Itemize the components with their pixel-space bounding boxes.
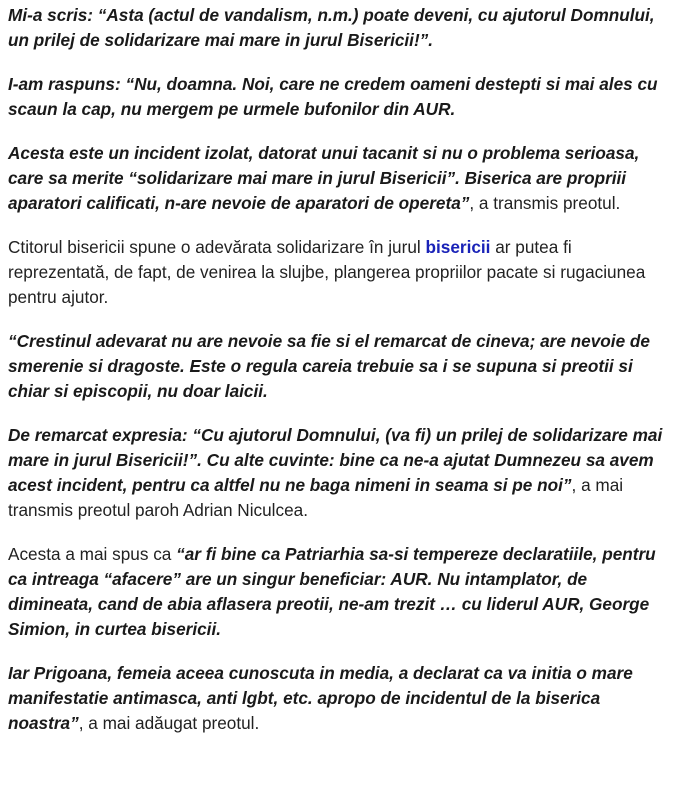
attribution-text: , a mai adăugat preotul.: [78, 713, 260, 733]
quote-text: “Crestinul adevarat nu are nevoie sa fie si el remarcat de cineva; are nevoie de smerenie si dragoste. Este o regula careia trebuie sa i se supuna si preotii si chiar si episcopii, nu doar laicii.: [8, 331, 650, 401]
quote-text: Iar Prigoana, femeia aceea cunoscuta in media, a declarat ca va initia o mare manifestatie antimasca, anti lgbt, etc. apropo de incidentul de la biserica noastra”: [8, 663, 633, 733]
paragraph-6: [8, 423, 672, 523]
body-text: Ctitorul bisericii spune o adevărata solidarizare în jurul: [8, 237, 426, 257]
paragraph-5: [8, 329, 672, 404]
quote-text: De remarcat expresia: “Cu ajutorul Domnului, (va fi) un prilej de solidarizare mai mare in jurul Bisericii!”. Cu alte cuvinte: bine ca ne-a ajutat Dumnezeu sa avem acest incident, pentru ca altfel nu ne baga nimeni in seama si pe noi”: [8, 425, 663, 495]
paragraph-1: [8, 3, 672, 53]
paragraph-4: [8, 235, 672, 310]
paragraph-8: [8, 661, 672, 736]
quote-text: I-am raspuns: “Nu, doamna. Noi, care ne credem oameni destepti si mai ales cu scaun la cap, nu mergem pe urmele bufonilor din AUR.: [8, 74, 658, 119]
quote-text: Acesta este un incident izolat, datorat unui tacanit si nu o problema serioasa, care sa merite “solidarizare mai mare in jurul Bisericii”. Biserica are propriii aparatori calificati, n-are nevoie de aparatori de opereta”: [8, 143, 640, 213]
paragraph-3: [8, 141, 672, 216]
quote-text: Mi-a scris: “Asta (actul de vandalism, n.m.) poate deveni, cu ajutorul Domnului, un prilej de solidarizare mai mare in jurul Bisericii!”.: [8, 5, 655, 50]
body-text: ar putea fi reprezentată, de fapt, de venirea la slujbe, plangerea propriilor pacate si rugaciunea pentru ajutor.: [8, 237, 646, 307]
paragraph-7: [8, 542, 672, 642]
attribution-text: , a transmis preotul.: [469, 193, 621, 213]
body-text: Acesta a mai spus ca: [8, 544, 177, 564]
bisericii-link[interactable]: bisericii: [425, 237, 491, 257]
quote-text: “ar fi bine ca Patriarhia sa-si tempereze declaratiile, pentru ca intreaga “afacere” are un singur beneficiar: AUR. Nu intamplator, de dimineata, cand de abia aflasera preotii, ne-am trezit … cu liderul AUR, George Simion, in curtea bisericii.: [8, 544, 656, 639]
attribution-text: , a mai transmis preotul paroh Adrian Niculcea.: [8, 475, 624, 520]
paragraph-2: [8, 72, 672, 122]
